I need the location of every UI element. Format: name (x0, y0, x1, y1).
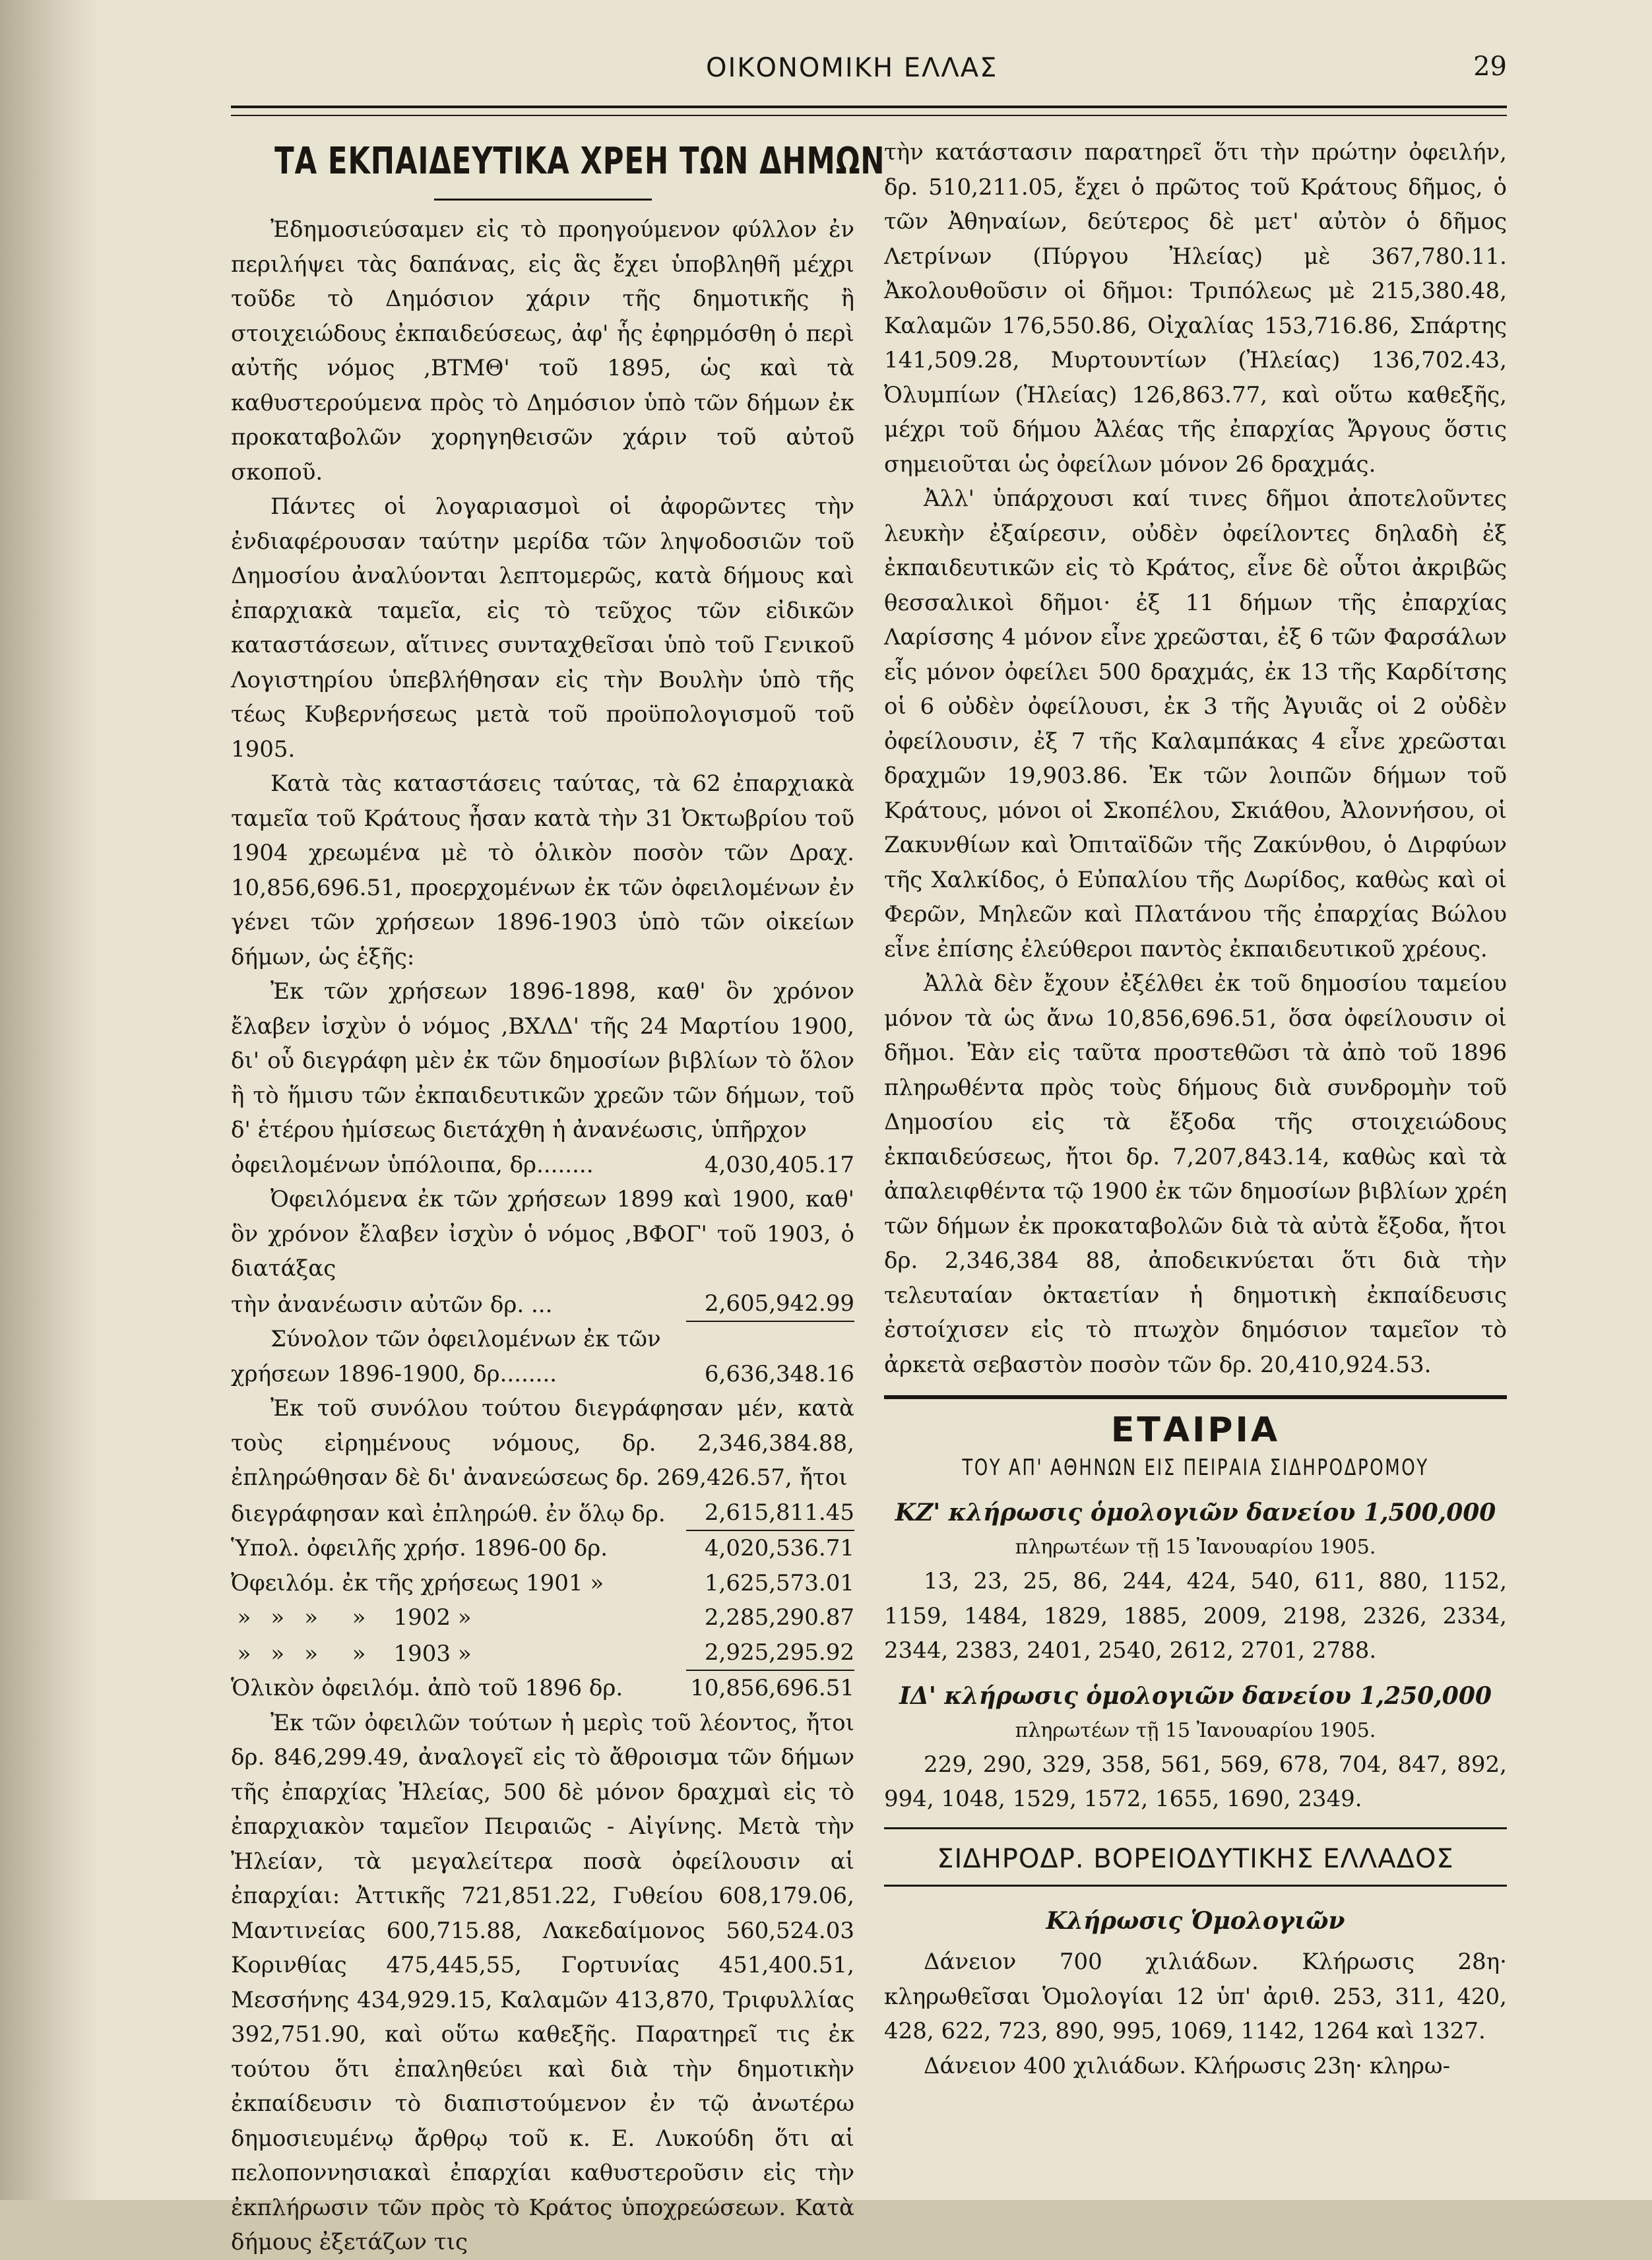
paragraph: Ἀλλ' ὑπάρχουσι καί τινες δῆμοι ἀποτελοῦντες λευκὴν ἐξαίρεσιν, οὐδὲν ὀφείλοντες δηλαδὴ ἐξ ἐκπαιδευτικῶν εἰς τὸ Κράτος, εἶνε δὲ οὗτοι ἀκριβῶς θεσσαλικοὶ δῆμοι· ἐξ 11 δήμων τῆς ἐπαρχίας Λαρίσσης 4 μόνον εἶνε χρεῶσται, ἐξ 6 τῶν Φαρσάλων εἷς μόνον ὀφείλει 500 δραχμάς, ἐκ 13 τῆς Καρδίτσης οἱ 6 οὐδὲν ὀφείλουσι, ἐκ 3 τῆς Ἀγυιᾶς οἱ 2 οὐδὲν ὀφείλουσιν, ἐξ 7 τῆς Καλαμπάκας 4 εἶνε χρεῶσται δραχμῶν 19,903.86. Ἐκ τῶν λοιπῶν δήμων τοῦ Κράτους, μόνοι οἱ Σκοπέλου, Σκιάθου, Ἀλοννήσου, οἱ Ζακυνθίων καὶ Ὀπιταϊδῶν τῆς Ζακύνθου, ὁ Διρφύων τῆς Χαλκίδος, ὁ Εὐπαλίου τῆς Δωρίδος, καθὼς καὶ οἱ Φερῶν, Μηλεῶν καὶ Πλατάνου τῆς ἐπαρχίας Βώλου εἶνε ἐπίσης ἐλεύθεροι παντὸς ἐκπαιδευτικοῦ χρέους. (884, 486, 1507, 962)
account-row (231, 1531, 854, 1566)
account-row (231, 1671, 854, 1706)
page-number: 29 (1473, 51, 1507, 82)
account-amount: 10,856,696.51 (690, 1675, 854, 1701)
account-row (231, 1635, 854, 1672)
account-label: διεγράφησαν καὶ ἐπληρώθ. ἐν ὅλῳ δρ. (231, 1500, 666, 1527)
paragraph: Κατὰ τὰς καταστάσεις ταύτας, τὰ 62 ἐπαρχιακὰ ταμεῖα τοῦ Κράτους ἦσαν κατὰ τὴν 31 Ὀκτωβρίου τοῦ 1904 χρεωμένα μὲ τὸ ὁλικὸν ποσὸν τῶν Δραχ. 10,856,696.51, προερχομένων ἐκ τῶν ὀφειλομένων ἐν γένει τῶν χρήσεων 1896-1903 ὑπὸ τῶν οἰκείων δήμων, ὡς ἑξῆς: (231, 770, 854, 970)
running-title: ΟΙΚΟΝΟΜΙΚΗ ΕΛΛΑΣ (706, 53, 998, 83)
draw-subtitle: πληρωτέων τῇ 15 Ἰανουαρίου 1905. (1015, 1536, 1376, 1559)
account-label: χρήσεων 1896-1900, δρ........ (231, 1360, 557, 1387)
paragraph: Πάντες οἱ λογαριασμοὶ οἱ ἀφορῶντες τὴν ἐνδιαφέρουσαν ταύτην μερίδα τῶν ληψοδοσιῶν τοῦ Δημοσίου ἀναλύονται λεπτομερῶς, κατὰ δήμους καὶ ἐπαρχιακὰ ταμεῖα, εἰς τὸ τεῦχος τῶν εἰδικῶν καταστάσεων, αἵτινες συνταχθεῖσαι ὑπὸ τοῦ Γενικοῦ Λογιστηρίου ὑπεβλήθησαν εἰς τὴν Βουλὴν ὑπὸ τῆς τέως Κυβερνήσεως μετὰ τοῦ προϋπολογισμοῦ τοῦ 1905. (231, 493, 854, 763)
railway-title: ΣΙΔΗΡΟΔΡ. ΒΟΡΕΙΟΔΥΤΙΚΗΣ ΕΛΛΑΔΟΣ (937, 1843, 1454, 1874)
ditto-mark: » (270, 1604, 285, 1631)
account-label (231, 1600, 686, 1635)
left-column (231, 135, 885, 2260)
ditto-mark: » (237, 1640, 251, 1667)
draw-numbers: 13, 23, 25, 86, 244, 424, 540, 611, 880, 1152, 1159, 1484, 1829, 1885, 2009, 2198, 2326, 2334, 2344, 2383, 2401, 2540, 2612, 2701, 2788. (884, 1568, 1507, 1664)
account-amount: 2,615,811.45 (686, 1495, 854, 1532)
account-amount: 2,605,942.99 (686, 1286, 854, 1323)
ditto-mark: » (270, 1640, 285, 1667)
account-year: 1902 » (393, 1604, 472, 1631)
account-amount: 2,285,290.87 (704, 1604, 854, 1631)
article-headline: ΤΑ ΕΚΠΑΙΔΕΥΤΙΚΑ ΧΡΕΗ ΤΩΝ ΔΗΜΩΝ (274, 140, 885, 183)
paragraph: Ἐκ τῶν ὀφειλῶν τούτων ἡ μερὶς τοῦ λέοντος, ἤτοι δρ. 846,299.49, ἀναλογεῖ εἰς τὸ ἄθροισμα τῶν δήμων τῆς ἐπαρχίας Ἠλείας, 500 δὲ μόνον δραχμαὶ εἰς τὸ ἐπαρχιακὸν ταμεῖον Πειραιῶς - Αἰγίνης. Μετὰ τὴν Ἠλείαν, τὰ μεγαλείτερα ποσὰ ὀφείλουσιν αἱ ἐπαρχίαι: Ἀττικῆς 721,851.22, Γυθείου 608,179.06, Μαντινείας 600,715.88, Λακεδαίμονος 560,524.03 Κορινθίας 475,445,55, Γορτυνίας 451,400.51, Μεσσήνης 434,929.15, Καλαμῶν 413,870, Τριφυλλίας 392,751.90, καὶ οὕτω καθεξῆς. Παρατηρεῖ τις ἐκ τούτου ὅτι ἐπαληθεύει καὶ διὰ τὴν δημοτικὴν ἐκπαίδευσιν τὸ διαπιστούμενον ἐν τῷ ἀνωτέρω δημοσιευμένῳ ἄρθρῳ τοῦ κ. Ε. Λυκούδη ὅτι αἱ πελοποννησιακαὶ ἐπαρχίαι καθυστεροῦσιν εἰς τὴν ἐκπλήρωσιν τῶν πρὸς τὸ Κράτος ὑποχρεώσεων. Κατὰ δήμους ἐξετάζων τις (231, 1709, 854, 2255)
account-row (231, 1148, 854, 1183)
paragraph: Ἐκ τῶν χρήσεων 1896-1898, καθ' ὃν χρόνον ἔλαβεν ἰσχὺν ὁ νόμος ,ΒΧΛΔ' τῆς 24 Μαρτίου 1900, δι' οὗ διεγράφη μὲν ἐκ τῶν δημοσίων βιβλίων τὸ ὅλον ἢ τὸ ἥμισυ τῶν ἐκπαιδευτικῶν χρεῶν τῶν δήμων, τοῦ δ' ἑτέρου ἡμίσεως διετάχθη ἡ ἀνανέωσις, ὑπῆρχον (231, 978, 854, 1143)
draw-numbers: 229, 290, 329, 358, 561, 569, 678, 704, 847, 892, 994, 1048, 1529, 1572, 1655, 1690, 2349. (884, 1751, 1507, 1812)
account-amount: 4,030,405.17 (704, 1151, 854, 1178)
account-label (231, 1637, 686, 1672)
account-label: τὴν ἀνανέωσιν αὐτῶν δρ. ... (231, 1291, 553, 1318)
account-text: Ὀφειλόμενα ἐκ τῶν χρήσεων 1899 καὶ 1900, καθ' ὃν χρόνον ἔλαβεν ἰσχὺν ὁ νόμος ,ΒΦΟΓ' τοῦ 1903, ὁ διατάξας (231, 1186, 854, 1282)
paragraph: Ἐδημοσιεύσαμεν εἰς τὸ προηγούμενον φύλλον ἐν περιλήψει τὰς δαπάνας, εἰς ἃς ἔχει ὑποβληθῆ μέχρι τοῦδε τὸ Δημόσιον χάριν τῆς δημοτικῆς ἢ στοιχειώδους ἐκπαιδεύσεως, ἀφ' ἧς ἐφηρμόσθη ὁ περὶ αὐτῆς νόμος ,ΒΤΜΘ' τοῦ 1895, ὡς καὶ τὰ καθυστερούμενα πρὸς τὸ Δημόσιον ὑπὸ τῶν δήμων ἐκ προκαταβολῶν χορηγηθεισῶν χάριν τοῦ αὐτοῦ σκοποῦ. (231, 216, 854, 486)
account-text: Σύνολον τῶν ὀφειλομένων ἐκ τῶν (270, 1326, 661, 1352)
account-row (231, 1357, 854, 1392)
account-row (231, 1566, 854, 1601)
ditto-mark: » (304, 1604, 319, 1631)
binding-shadow (0, 0, 99, 2200)
header-rule (231, 106, 1507, 116)
account-year: 1903 » (393, 1640, 472, 1667)
draw-title: ΚΖ' κλήρωσις ὁμολογιῶν δανείου 1,500,000 (895, 1499, 1496, 1526)
paragraph: Ἀλλὰ δὲν ἔχουν ἐξέλθει ἐκ τοῦ δημοσίου ταμείου μόνον τὰ ὡς ἄνω 10,856,696.51, ὅσα ὀφείλουσιν οἱ δῆμοι. Ἐὰν εἰς ταῦτα προστεθῶσι τὰ ἀπὸ τοῦ 1896 πληρωθέντα πρὸς τοὺς δήμους διὰ συνδρομὴν τοῦ Δημοσίου εἰς τὰ ἔξοδα τῆς στοιχειώδους ἐκπαιδεύσεως, ἤτοι δρ. 7,207,843.14, καθὼς καὶ τὰ ἀπαλειφθέντα τῷ 1900 ἐκ τῶν δημοσίων βιβλίων χρέη τῶν δήμων ἐκ προκαταβολῶν διὰ τὰ αὐτὰ ἔξοδα, ἤτοι δρ. 2,346,384 88, ἀποδεικνύεται ὅτι διὰ τὴν τελευταίαν ὀκταετίαν ἡ δημοτικὴ ἐκπαίδευσις ἐστοίχισεν εἰς τὸ πτωχὸν δημόσιον ταμεῖον τὸ ἀρκετὰ σεβαστὸν ποσὸν τῶν δρ. 20,410,924.53. (884, 970, 1507, 1378)
account-text: Ἐκ τοῦ συνόλου τούτου διεγράφησαν μέν, κατὰ τοὺς εἰρημένους νόμους, δρ. 2,346,384.88, ἐπληρώθησαν δὲ δι' ἀνανεώσεως δρ. 269,426.57, ἤτοι (231, 1395, 854, 1491)
headline-separator (434, 199, 652, 201)
account-label: ὀφειλομένων ὑπόλοιπα, δρ........ (231, 1151, 594, 1178)
section-rule (884, 1885, 1507, 1887)
company-subtitle: ΤΟΥ ΑΠ' ΑΘΗΝΩΝ ΕΙΣ ΠΕΙΡΑΙΑ ΣΙΔΗΡΟΔΡΟΜΟΥ (962, 1455, 1429, 1481)
ditto-mark: » (304, 1640, 319, 1667)
draw-subtitle: πληρωτέων τῇ 15 Ἰανουαρίου 1905. (1015, 1718, 1376, 1742)
account-amount: 1,625,573.01 (704, 1569, 854, 1596)
railway-subtitle: Κλήρωσις Ὁμολογιῶν (1046, 1906, 1345, 1935)
ditto-mark: » (352, 1640, 366, 1667)
account-amount: 6,636,348.16 (704, 1360, 854, 1387)
right-column (884, 135, 1507, 2083)
account-amount: 2,925,295.92 (686, 1635, 854, 1672)
account-label: Ὀφειλόμ. ἐκ τῆς χρήσεως 1901 » (231, 1569, 604, 1596)
ditto-mark: » (237, 1604, 251, 1631)
page-header (231, 46, 1507, 99)
section-rule (884, 1395, 1507, 1399)
account-row (231, 1286, 854, 1323)
draw-title: ΙΔ' κλήρωσις ὁμολογιῶν δανείου 1,250,000 (899, 1681, 1492, 1710)
company-title: ΕΤΑΙΡΙΑ (1110, 1410, 1281, 1450)
paragraph: Δάνειον 700 χιλιάδων. Κλήρωσις 28η· κληρωθεῖσαι Ὁμολογίαι 12 ὑπ' ἀριθ. 253, 311, 420, 428, 622, 723, 890, 995, 1069, 1142, 1264 καὶ 1327. (884, 1949, 1507, 2044)
account-label: Ὑπολ. ὀφειλῆς χρήσ. 1896-00 δρ. (231, 1535, 608, 1561)
ditto-mark: » (352, 1604, 366, 1631)
account-amount: 4,020,536.71 (704, 1535, 854, 1561)
account-label: Ὁλικὸν ὀφειλόμ. ἀπὸ τοῦ 1896 δρ. (231, 1675, 623, 1701)
account-row (231, 1495, 854, 1532)
paragraph: τὴν κατάστασιν παρατηρεῖ ὅτι τὴν πρώτην ὀφειλήν, δρ. 510,211.05, ἔχει ὁ πρῶτος τοῦ Κράτους δῆμος, ὁ τῶν Ἀθηναίων, δεύτερος δὲ μετ' αὐτὸν ὁ δῆμος Λετρίνων (Πύργου Ἠλείας) μὲ 367,780.11. Ἀκολουθοῦσιν οἱ δῆμοι: Τριπόλεως μὲ 215,380.48, Καλαμῶν 176,550.86, Οἰχαλίας 153,716.86, Σπάρτης 141,509.28, Μυρτουντίων (Ἠλείας) 136,702.43, Ὀλυμπίων (Ἠλείας) 126,863.77, καὶ οὕτω καθεξῆς, μέχρι τοῦ δήμου Ἀλέας τῆς ἐπαρχίας Ἄργους ὅστις σημειοῦται ὡς ὀφείλων μόνον 26 δραχμάς. (884, 139, 1507, 478)
paragraph: Δάνειον 400 χιλιάδων. Κλήρωσις 23η· κληρω- (924, 2052, 1451, 2079)
section-rule (884, 1827, 1507, 1829)
account-row (231, 1600, 854, 1635)
